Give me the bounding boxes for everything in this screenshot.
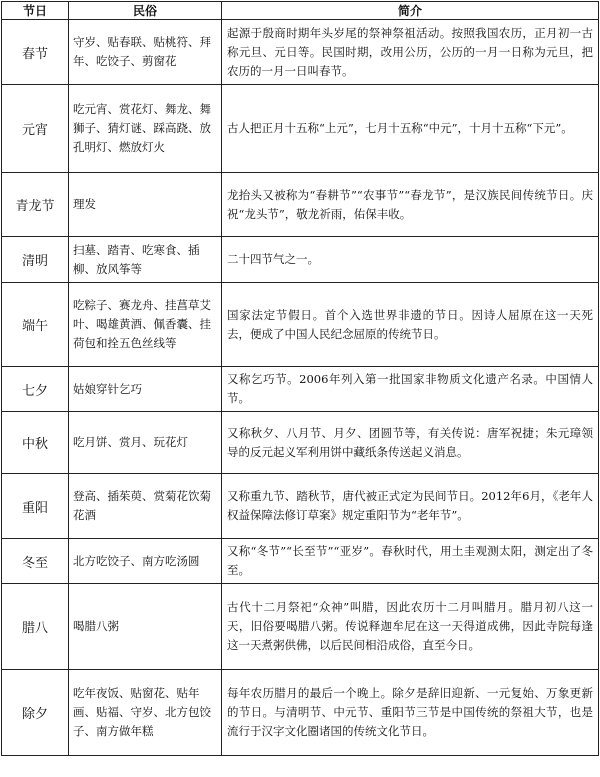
header-row (2, 2, 599, 20)
customs-cell: 扫墓、踏青、吃寒食、插柳、放风筝等 (69, 237, 222, 283)
customs-cell: 姑娘穿针乞巧 (69, 367, 222, 412)
festival-name: 七夕 (2, 367, 69, 412)
customs-cell: 喝腊八粥 (69, 584, 222, 670)
header-intro: 简介 (222, 2, 599, 20)
intro-cell: 又称重九节、踏秋节，唐代被正式定为民间节日。2012年6月，《老年人权益保障法修订草案》规定重阳节为“老年节”。 (222, 474, 599, 539)
festival-name: 重阳 (2, 474, 69, 539)
intro-cell: 又称“冬节”“长至节”“亚岁”。春秋时代，用土圭观测太阳，测定出了冬至。 (222, 539, 599, 584)
intro-cell: 每年农历腊月的最后一个晚上。除夕是辞旧迎新、一元复始、万象更新的节日。与清明节、中元节、重阳节三节是中国传统的祭祖大节，也是流行于汉字文化圈诸国的传统文化节日。 (222, 670, 599, 756)
festival-name: 腊八 (2, 584, 69, 670)
table-row (2, 237, 599, 283)
festival-name: 除夕 (2, 670, 69, 756)
festival-name: 元宵 (2, 85, 69, 173)
intro-cell: 二十四节气之一。 (222, 237, 599, 283)
table-row (2, 584, 599, 670)
table-row (2, 367, 599, 412)
table-row (2, 412, 599, 474)
header-customs: 民俗 (69, 2, 222, 20)
customs-cell: 吃粽子、赛龙舟、挂菖草艾叶、喝雄黄酒、佩香囊、挂荷包和拴五色丝线等 (69, 283, 222, 367)
intro-cell: 又称秋夕、八月节、月夕、团圆节等，有关传说：唐军祝捷；朱元璋领导的反元起义军利用饼中藏纸条传送起义消息。 (222, 412, 599, 474)
table-row (2, 539, 599, 584)
customs-cell: 理发 (69, 173, 222, 237)
table-row (2, 20, 599, 85)
customs-cell: 吃年夜饭、贴窗花、贴年画、贴福、守岁、北方包饺子、南方做年糕 (69, 670, 222, 756)
intro-cell: 古人把正月十五称“上元”，七月十五称“中元”，十月十五称“下元”。 (222, 85, 599, 173)
table-row (2, 85, 599, 173)
intro-cell: 龙抬头又被称为“春耕节”“农事节”“春龙节”，是汉族民间传统节日。庆祝“龙头节”，敬龙祈雨，佑保丰收。 (222, 173, 599, 237)
festival-name: 青龙节 (2, 173, 69, 237)
intro-cell: 又称乞巧节。2006年列入第一批国家非物质文化遗产名录。中国情人节。 (222, 367, 599, 412)
festival-name: 中秋 (2, 412, 69, 474)
table-row (2, 670, 599, 756)
table-row (2, 283, 599, 367)
festival-name: 端午 (2, 283, 69, 367)
customs-cell: 守岁、贴春联、贴桃符、拜年、吃饺子、剪窗花 (69, 20, 222, 85)
customs-cell: 登高、插茱萸、赏菊花饮菊花酒 (69, 474, 222, 539)
festival-name: 清明 (2, 237, 69, 283)
festival-table (1, 1, 599, 756)
table-row (2, 474, 599, 539)
festival-name: 春节 (2, 20, 69, 85)
customs-cell: 吃元宵、赏花灯、舞龙、舞狮子、猜灯谜、踩高跷、放孔明灯、燃放灯火 (69, 85, 222, 173)
intro-cell: 国家法定节假日。首个入选世界非遗的节日。因诗人屈原在这一天死去，便成了中国人民纪念屈原的传统节日。 (222, 283, 599, 367)
header-festival: 节日 (2, 2, 69, 20)
intro-cell: 起源于殷商时期年头岁尾的祭神祭祖活动。按照我国农历，正月初一古称元旦、元日等。民国时期，改用公历，公历的一月一日称为元旦，把农历的一月一日叫春节。 (222, 20, 599, 85)
table-row (2, 173, 599, 237)
customs-cell: 北方吃饺子、南方吃汤圆 (69, 539, 222, 584)
customs-cell: 吃月饼、赏月、玩花灯 (69, 412, 222, 474)
festival-name: 冬至 (2, 539, 69, 584)
intro-cell: 古代十二月祭祀“众神”叫腊，因此农历十二月叫腊月。腊月初八这一天，旧俗要喝腊八粥。传说释迦牟尼在这一天得道成佛，因此寺院每逢这一天煮粥供佛，以后民间相沿成俗，直至今日。 (222, 584, 599, 670)
